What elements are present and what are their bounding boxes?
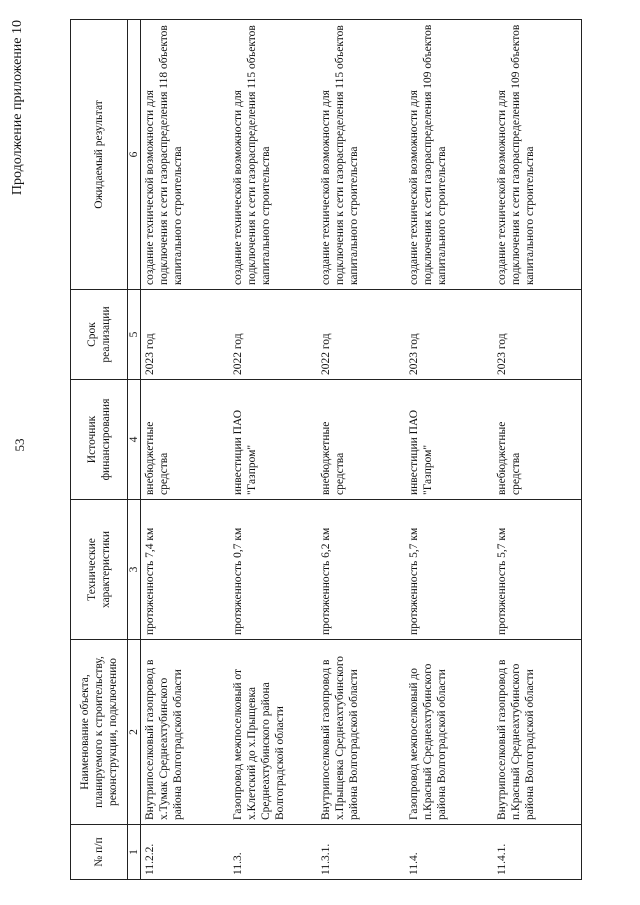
header-number: № п/п — [71, 825, 128, 880]
cell-number: 11.3.1. — [317, 825, 405, 880]
cell-number: 11.4.1. — [493, 825, 582, 880]
cell-expected-result: создание технической возможности для подключения к сети газораспределения 115 объектов капитального строительства — [229, 20, 317, 290]
cell-tech-characteristics: протяженность 0,7 км — [229, 500, 317, 640]
table-row — [405, 20, 493, 880]
cell-number: 11.3. — [229, 825, 317, 880]
column-number-row — [128, 20, 141, 880]
cell-expected-result: создание технической возможности для подключения к сети газораспределения 115 объектов капитального строительства — [317, 20, 405, 290]
cell-tech-characteristics: протяженность 5,7 км — [493, 500, 582, 640]
cell-number: 11.2.2. — [141, 825, 230, 880]
cell-implementation-term: 2023 год — [141, 290, 230, 380]
cell-expected-result: создание технической возможности для подключения к сети газораспределения 118 объектов капитального строительства — [141, 20, 230, 290]
table-row — [229, 20, 317, 880]
cell-funding-source: внебюджетные средства — [317, 380, 405, 500]
header-tech-characteristics: Технические характеристики — [71, 500, 128, 640]
cell-implementation-term: 2023 год — [405, 290, 493, 380]
cell-implementation-term: 2023 год — [493, 290, 582, 380]
table-row — [141, 20, 230, 880]
objects-table — [70, 19, 582, 880]
cell-tech-characteristics: протяженность 7,4 км — [141, 500, 230, 640]
cell-tech-characteristics: протяженность 5,7 км — [405, 500, 493, 640]
header-object-name: Наименование объекта, планируемого к строительству, реконструкции, подключению — [71, 640, 128, 825]
cell-funding-source: внебюджетные средства — [493, 380, 582, 500]
table-header-row — [71, 20, 128, 880]
column-number: 2 — [128, 640, 141, 825]
appendix-note: Продолжение приложение 10 — [10, 20, 25, 196]
header-implementation-term: Срок реализации — [71, 290, 128, 380]
cell-object-name: Внутрипоселковый газопровод в п.Красный Среднеахтубинского района Волгоградской области — [493, 640, 582, 825]
cell-funding-source: инвестиции ПАО "Газпром" — [229, 380, 317, 500]
column-number: 1 — [128, 825, 141, 880]
cell-object-name: Газопровод межпоселковый от х.Клетский до х.Прыщевка Среднеахтубинского района Волгоградской области — [229, 640, 317, 825]
page-number: 53 — [12, 438, 27, 452]
cell-expected-result: создание технической возможности для подключения к сети газораспределения 109 объектов капитального строительства — [405, 20, 493, 290]
header-funding-source: Источник финансирования — [71, 380, 128, 500]
column-number: 3 — [128, 500, 141, 640]
cell-object-name: Внутрипоселковый газопровод в х.Тумак Среднеахтубинского района Волгоградской области — [141, 640, 230, 825]
column-number: 5 — [128, 290, 141, 380]
cell-funding-source: внебюджетные средства — [141, 380, 230, 500]
cell-object-name: Внутрипоселковый газопровод в х.Прыщевка Среднеахтубинского района Волгоградской области — [317, 640, 405, 825]
cell-tech-characteristics: протяженность 6,2 км — [317, 500, 405, 640]
cell-funding-source: инвестиции ПАО "Газпром" — [405, 380, 493, 500]
column-number: 6 — [128, 20, 141, 290]
cell-object-name: Газопровод межпоселковый до п.Красный Среднеахтубинского района Волгоградской области — [405, 640, 493, 825]
cell-implementation-term: 2022 год — [317, 290, 405, 380]
cell-number: 11.4. — [405, 825, 493, 880]
table-row — [493, 20, 582, 880]
header-expected-result: Ожидаемый результат — [71, 20, 128, 290]
cell-expected-result: создание технической возможности для подключения к сети газораспределения 109 объектов капитального строительства — [493, 20, 582, 290]
column-number: 4 — [128, 380, 141, 500]
cell-implementation-term: 2022 год — [229, 290, 317, 380]
table-row — [317, 20, 405, 880]
